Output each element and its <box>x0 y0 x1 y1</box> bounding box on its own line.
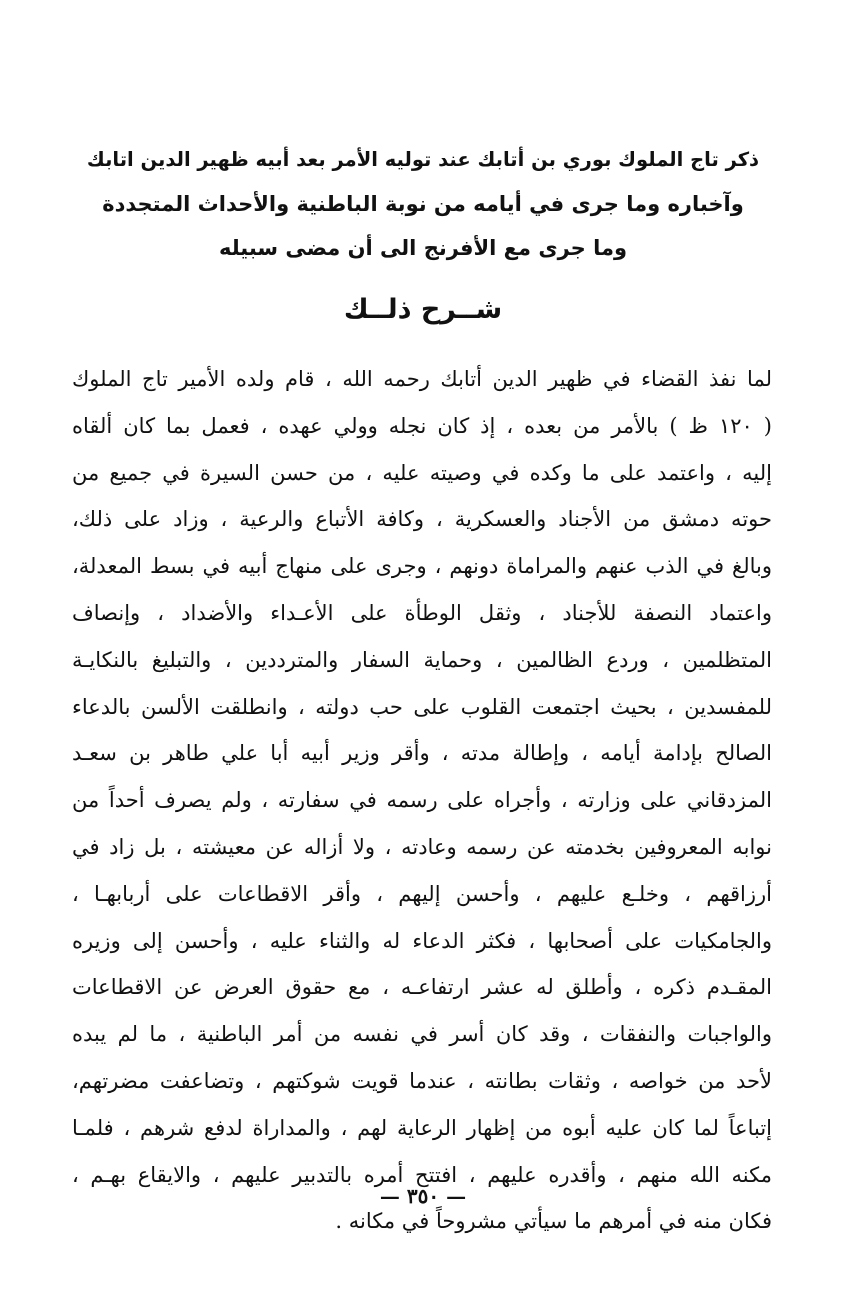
body-line: لأحد من خواصه ، وثقات بطانته ، عندما قويت شوكتهم ، وتضاعفت مضرتهم، <box>72 1068 772 1093</box>
heading-line-1: ذكر تاج الملوك بوري بن أتابك عند توليه الأمر بعد أبيه ظهير الدين اتابك <box>86 148 760 171</box>
body-line: والواجبات والنفقات ، وقد كان أسر في نفسه من أمر الباطنية ، ما لم يبده <box>72 1022 772 1047</box>
body-line: المقـدم ذكره ، وأطلق له عشر ارتفاعـه ، مع حقوق العرض عن الاقطاعات <box>72 975 772 1000</box>
chapter-heading <box>80 138 766 270</box>
body-line: حوته دمشق من الأجناد والعسكرية ، وكافة الأتباع والرعية ، وزاد على ذلك، <box>72 507 772 532</box>
body-line: للمفسدين ، بحيث اجتمعت القلوب على حب دولته ، وانطلقت الألسن بالدعاء <box>72 694 772 719</box>
body-line: نوابه المعروفين بخدمته عن رسمه وعادته ، ولا أزاله عن معيشته ، بل زاد في <box>72 834 772 859</box>
body-line: فكان منه في أمرهم ما سيأتي مشروحاً في مكانه . <box>335 1209 772 1234</box>
body-line: واعتماد النصفة للأجناد ، وثقل الوطأة على الأعـداء والأضداد ، وإنصاف <box>72 600 772 625</box>
body-line: إليه ، واعتمد على ما وكده في وصيته عليه ، من حسن السيرة في جميع من <box>72 460 772 485</box>
body-line: مكنه الله منهم ، وأقدره عليهم ، افتتح أمره بالتدبير عليهم ، والايقاع بهـم ، <box>72 1162 772 1187</box>
body-line: والجامكيات على أصحابها ، فكثر الدعاء له والثناء عليه ، وأحسن إلى وزيره <box>72 928 772 953</box>
body-line: إتباعاً لما كان عليه أبوه من إظهار الرعاية لهم ، والمداراة لدفع شرهم ، فلمـا <box>72 1115 772 1140</box>
body-paragraph <box>72 356 772 1245</box>
body-line: ( ١٢٠ ظ ) بالأمر من بعده ، إذ كان نجله وولي عهده ، فعمل بما كان ألقاه <box>72 413 772 438</box>
section-subtitle: شــرح ذلــك <box>343 294 503 325</box>
body-line: وبالغ في الذب عنهم والمراماة دونهم ، وجرى على منهاج أبيه في بسط المعدلة، <box>72 554 772 579</box>
heading-line-3: وما جرى مع الأفرنج الى أن مضى سبيله <box>218 236 628 260</box>
body-line: المزدقاني على وزارته ، وأجراه على رسمه في سفارته ، ولم يصرف أحداً من <box>72 788 772 813</box>
body-line: الصالح بإدامة أيامه ، وإطالة مدته ، وأقر وزير أبيه أبا علي طاهر بن سعـد <box>72 741 772 766</box>
body-line: المتظلمين ، وردع الظالمين ، وحماية السفار والمترددين ، والتبليغ بالنكايـة <box>72 647 772 672</box>
body-line: أرزاقهم ، وخلـع عليهم ، وأحسن إليهم ، وأقر الاقطاعات على أربابهـا ، <box>72 881 772 906</box>
body-line: لما نفذ القضاء في ظهير الدين أتابك رحمه الله ، قام ولده الأمير تاج الملوك <box>72 367 772 391</box>
heading-line-2: وآخباره وما جرى في أيامه من نوبة الباطنية والأحداث المتجددة <box>102 192 744 216</box>
page-number: — ٣٥٠ — <box>379 1184 467 1208</box>
